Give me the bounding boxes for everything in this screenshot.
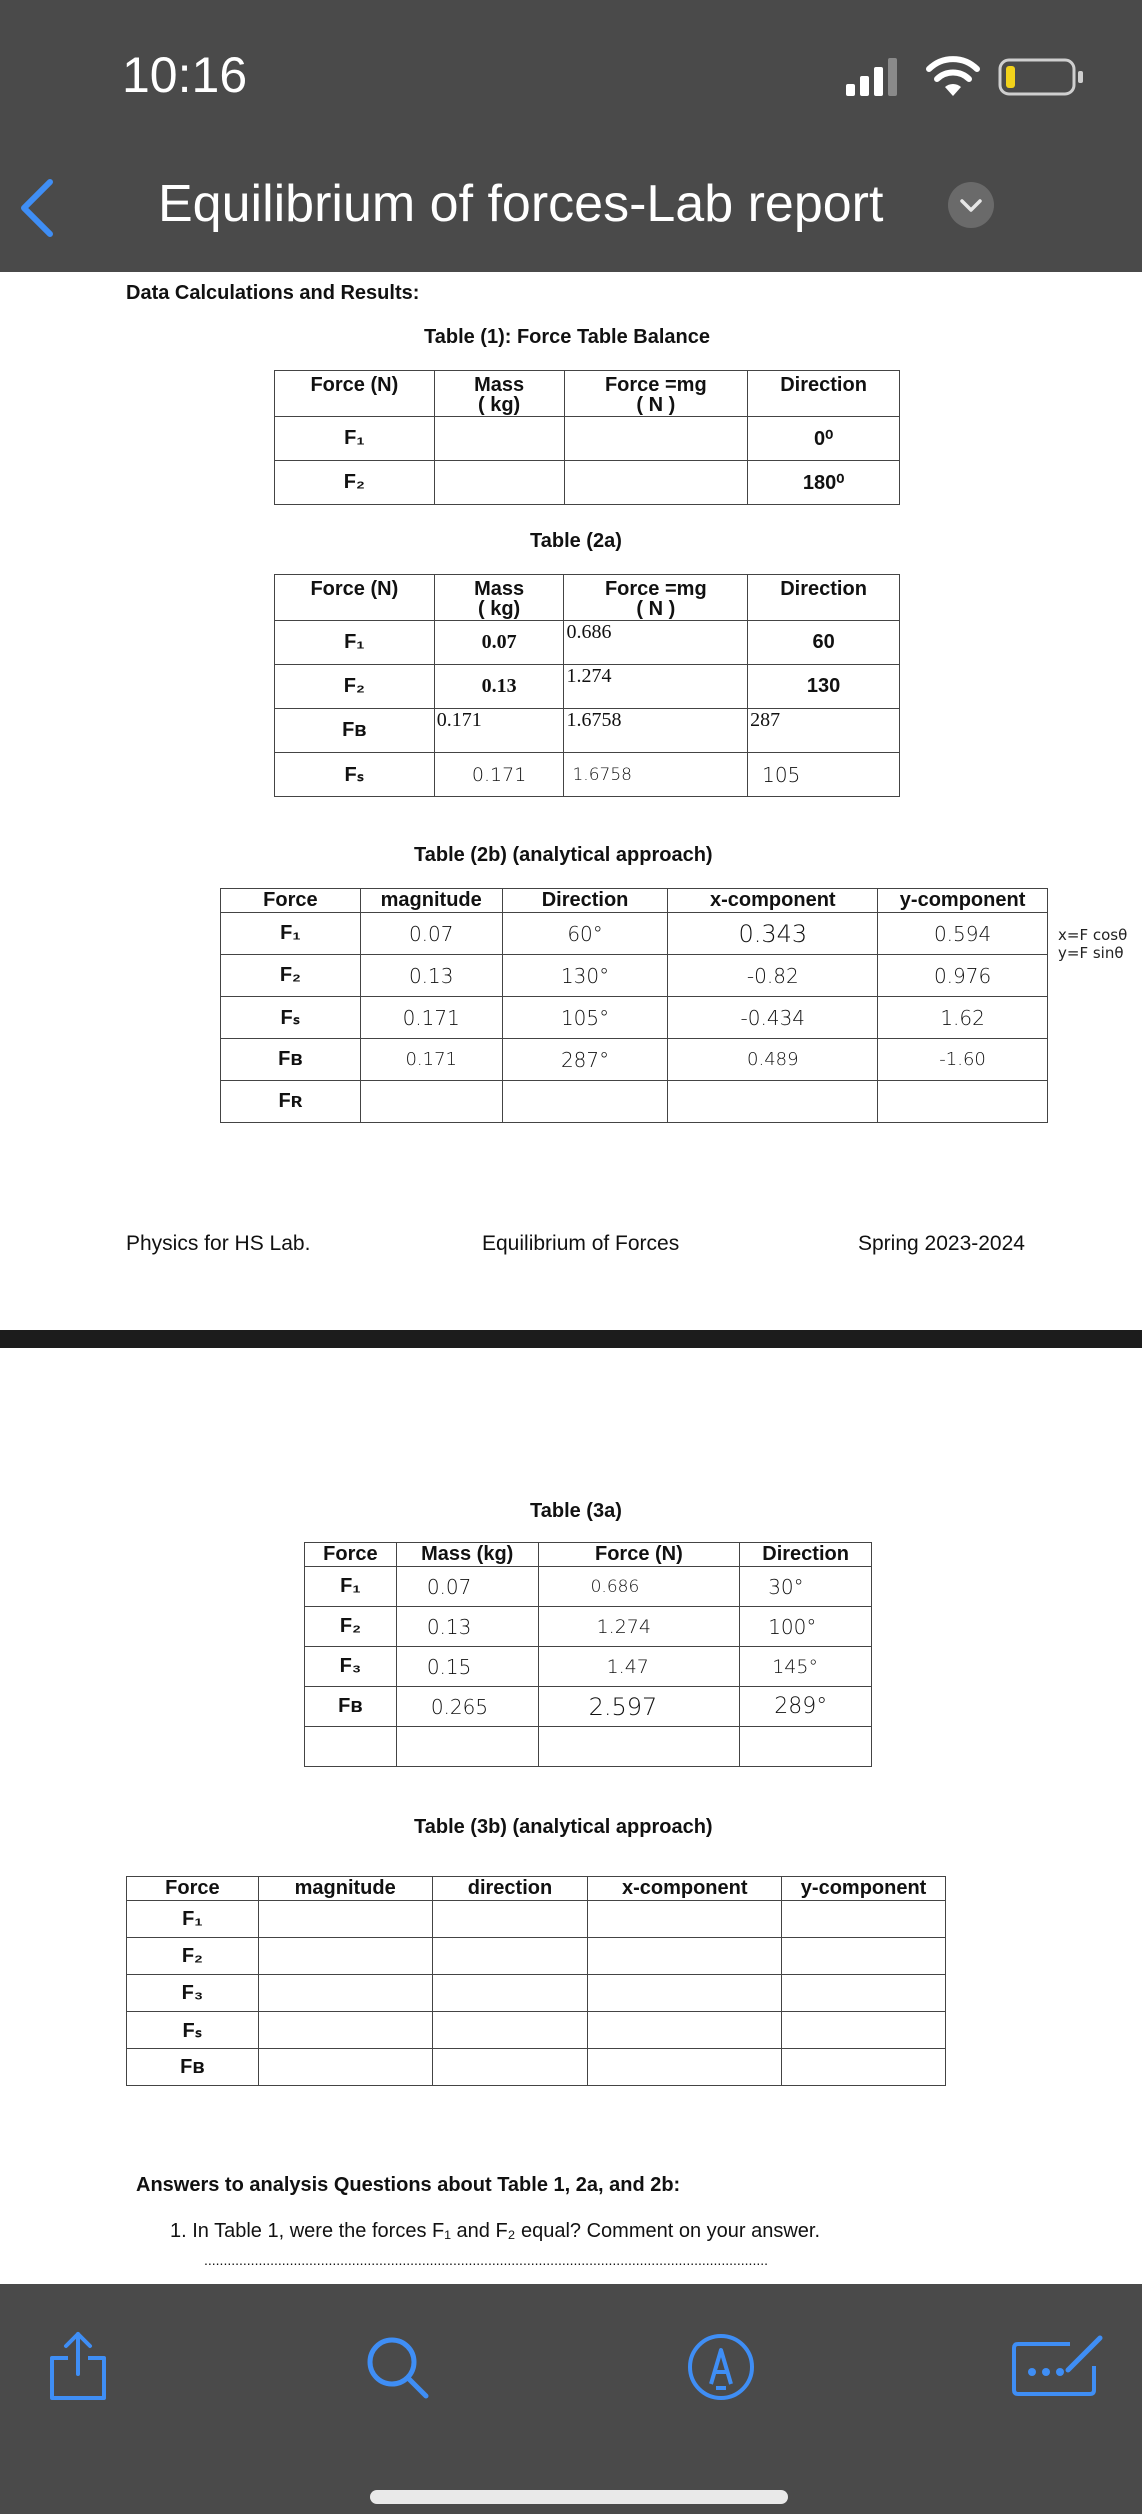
table-row <box>127 2049 946 2086</box>
header-cell: Force (N) <box>275 575 435 621</box>
table-cell: 0.489 <box>668 1039 878 1081</box>
table-cell <box>668 1081 878 1123</box>
table-cell <box>258 2049 432 2086</box>
table-cell: 1.274 <box>538 1607 740 1647</box>
table-cell: Fʙ <box>305 1687 397 1727</box>
table-row <box>275 709 900 753</box>
header-cell: Mass ( kg) <box>434 371 564 417</box>
header-cell: Direction <box>740 1543 872 1567</box>
table-cell <box>432 1938 588 1975</box>
footer-left: Physics for HS Lab. <box>126 1232 311 1255</box>
table-cell: 0.13 <box>434 665 564 709</box>
table-cell: Fₛ <box>275 753 435 797</box>
table-cell: F₃ <box>305 1647 397 1687</box>
more-actions-icon[interactable] <box>1010 2332 1106 2398</box>
document-page-2[interactable] <box>0 1348 1142 2284</box>
table-cell: 1.62 <box>878 997 1048 1039</box>
table-row <box>305 1607 872 1647</box>
table-row <box>275 621 900 665</box>
table-row <box>221 1081 1048 1123</box>
table-row <box>221 913 1048 955</box>
header-cell: magnitude <box>258 1877 432 1901</box>
table-cell: Fʙ <box>221 1039 361 1081</box>
table-row <box>305 1687 872 1727</box>
table-header-row <box>221 889 1048 913</box>
table-row <box>127 1975 946 2012</box>
table-2b <box>220 888 1048 1123</box>
header-cell: y-component <box>782 1877 946 1901</box>
table-cell: 1.6758 <box>564 709 748 753</box>
table-header-row <box>305 1543 872 1567</box>
table-3b <box>126 1876 946 2086</box>
table-cell: 0.15 <box>396 1647 538 1687</box>
header-cell: direction <box>432 1877 588 1901</box>
header-cell: Mass (kg) <box>396 1543 538 1567</box>
table-cell: 30° <box>740 1567 872 1607</box>
table-cell <box>588 2012 782 2049</box>
handwritten-note <box>1058 926 1127 962</box>
table-cell: 1.47 <box>538 1647 740 1687</box>
table-cell: 105° <box>502 997 668 1039</box>
table-cell: -1.60 <box>878 1039 1048 1081</box>
bottom-toolbar <box>0 2284 1142 2514</box>
table-cell <box>564 417 748 461</box>
table-cell: F₂ <box>305 1607 397 1647</box>
header-cell: Force <box>127 1877 259 1901</box>
table-cell: 1.6758 <box>564 753 748 797</box>
table-row <box>221 997 1048 1039</box>
header-cell: x-component <box>668 889 878 913</box>
table1-caption: Table (1): Force Table Balance <box>424 326 711 348</box>
table-cell: 0.171 <box>360 1039 502 1081</box>
table-cell: -0.82 <box>668 955 878 997</box>
table-cell: 130 <box>748 665 900 709</box>
table-cell: 0.976 <box>878 955 1048 997</box>
home-indicator[interactable] <box>370 2490 788 2504</box>
table-cell: 0.171 <box>360 997 502 1039</box>
table-cell: F₁ <box>221 913 361 955</box>
table-row <box>275 753 900 797</box>
table-cell <box>360 1081 502 1123</box>
share-icon[interactable] <box>46 2330 110 2402</box>
note-line: x=F cosθ <box>1058 926 1128 944</box>
table-cell <box>432 2049 588 2086</box>
table-cell: 60° <box>502 913 668 955</box>
page-divider <box>0 1330 1142 1348</box>
header-cell: Force <box>221 889 361 913</box>
table-cell <box>740 1727 872 1767</box>
table-cell <box>564 461 748 505</box>
table-cell <box>538 1727 740 1767</box>
search-icon[interactable] <box>364 2334 432 2402</box>
document-page-1[interactable] <box>0 272 1142 1330</box>
back-chevron-icon[interactable] <box>14 178 60 238</box>
status-time: 10:16 <box>122 47 248 103</box>
table-cell: 0⁰ <box>748 417 900 461</box>
header-cell: Force =mg ( N ) <box>564 371 748 417</box>
table3b-caption: Table (3b) (analytical approach) <box>414 1816 713 1838</box>
table-cell: 105 <box>748 753 900 797</box>
table-cell: F₂ <box>221 955 361 997</box>
table-cell: F₂ <box>275 461 435 505</box>
table-cell: 2.597 <box>538 1687 740 1727</box>
header-cell: magnitude <box>360 889 502 913</box>
table-cell: 0.686 <box>564 621 748 665</box>
header-cell: y-component <box>878 889 1048 913</box>
footer-center: Equilibrium of Forces <box>482 1232 680 1255</box>
table-header-row <box>275 371 900 417</box>
table-cell <box>782 2012 946 2049</box>
table-cell: 0.07 <box>396 1567 538 1607</box>
table-cell: Fₛ <box>221 997 361 1039</box>
table-cell: 0.13 <box>360 955 502 997</box>
table-cell: F₁ <box>275 621 435 665</box>
table-cell <box>878 1081 1048 1123</box>
table-row <box>221 1039 1048 1081</box>
table-cell: F₁ <box>275 417 435 461</box>
table-header-row <box>275 575 900 621</box>
table-row <box>305 1567 872 1607</box>
table-cell: F₂ <box>275 665 435 709</box>
document-title[interactable]: Equilibrium of forces-Lab report <box>158 175 884 233</box>
answers-heading: Answers to analysis Questions about Table 1, 2a, and 2b: <box>136 2174 681 2196</box>
table-cell: 0.07 <box>360 913 502 955</box>
header-cell: x-component <box>588 1877 782 1901</box>
table-cell: 60 <box>748 621 900 665</box>
table-cell: 0.265 <box>396 1687 538 1727</box>
table-cell: Fʙ <box>127 2049 259 2086</box>
table-cell: Fʀ <box>221 1081 361 1123</box>
table-cell: 0.07 <box>434 621 564 665</box>
header-cell: Mass ( kg) <box>434 575 564 621</box>
table-cell <box>305 1727 397 1767</box>
table-cell: F₂ <box>127 1938 259 1975</box>
table-cell: 0.686 <box>538 1567 740 1607</box>
table-cell: Fʙ <box>275 709 435 753</box>
table-cell: F₃ <box>127 1975 259 2012</box>
table-row <box>305 1647 872 1687</box>
table-cell <box>588 1975 782 2012</box>
table-cell: 145° <box>740 1647 872 1687</box>
table-cell <box>432 1901 588 1938</box>
header-cell: Direction <box>502 889 668 913</box>
table-cell <box>782 1938 946 1975</box>
header-cell: Direction <box>748 371 900 417</box>
table-row <box>127 1901 946 1938</box>
table2b-caption: Table (2b) (analytical approach) <box>414 844 713 866</box>
table-row <box>275 417 900 461</box>
table-cell <box>258 2012 432 2049</box>
header-cell: Direction <box>748 575 900 621</box>
table-cell: 180⁰ <box>748 461 900 505</box>
cellular-signal-icon <box>846 58 904 96</box>
note-line: y=F sinθ <box>1058 944 1124 962</box>
title-menu-button[interactable] <box>948 182 994 228</box>
table-cell: 0.171 <box>434 753 564 797</box>
table-row <box>305 1727 872 1767</box>
table-cell <box>588 2049 782 2086</box>
table-cell <box>782 2049 946 2086</box>
table-cell: F₁ <box>305 1567 397 1607</box>
footer-right: Spring 2023-2024 <box>858 1232 1025 1255</box>
table-cell: 0.13 <box>396 1607 538 1647</box>
table-cell: 100° <box>740 1607 872 1647</box>
table-row <box>275 665 900 709</box>
table-row <box>127 1938 946 1975</box>
header-cell: Force (N) <box>275 371 435 417</box>
battery-icon <box>998 58 1084 96</box>
answer-line: ................................................................................................................................................. <box>204 2252 768 2268</box>
table-3a <box>304 1542 872 1767</box>
table-1 <box>274 370 900 505</box>
table-cell <box>258 1975 432 2012</box>
table-cell <box>432 2012 588 2049</box>
wifi-icon <box>926 56 980 98</box>
table-cell <box>588 1901 782 1938</box>
table-cell <box>782 1975 946 2012</box>
table-cell <box>434 461 564 505</box>
table-cell: 289° <box>740 1687 872 1727</box>
markup-icon[interactable] <box>686 2332 756 2402</box>
table-cell <box>588 1938 782 1975</box>
table-cell: 0.171 <box>434 709 564 753</box>
table-header-row <box>127 1877 946 1901</box>
table-cell <box>502 1081 668 1123</box>
table-cell <box>258 1901 432 1938</box>
header-cell: Force (N) <box>538 1543 740 1567</box>
table-cell: 287° <box>502 1039 668 1081</box>
table-cell: -0.434 <box>668 997 878 1039</box>
header-cell: Force <box>305 1543 397 1567</box>
table-cell: 0.343 <box>668 913 878 955</box>
table-cell: 1.274 <box>564 665 748 709</box>
table-cell <box>432 1975 588 2012</box>
table-cell: 0.594 <box>878 913 1048 955</box>
question-1: 1. In Table 1, were the forces F₁ and F₂ equal? Comment on your answer. <box>170 2220 821 2242</box>
table-cell: 287 <box>748 709 900 753</box>
table-row <box>127 2012 946 2049</box>
table-row <box>275 461 900 505</box>
table-cell <box>258 1938 432 1975</box>
section-heading: Data Calculations and Results: <box>126 282 420 304</box>
table-row <box>221 955 1048 997</box>
table-cell <box>434 417 564 461</box>
table2a-caption: Table (2a) <box>530 530 622 552</box>
table-cell: F₁ <box>127 1901 259 1938</box>
table-cell <box>396 1727 538 1767</box>
header-cell: Force =mg ( N ) <box>564 575 748 621</box>
table-cell <box>782 1901 946 1938</box>
table3a-caption: Table (3a) <box>530 1500 622 1522</box>
table-cell: 130° <box>502 955 668 997</box>
table-2a <box>274 574 900 797</box>
chevron-down-icon <box>948 182 994 228</box>
table-cell: Fₛ <box>127 2012 259 2049</box>
